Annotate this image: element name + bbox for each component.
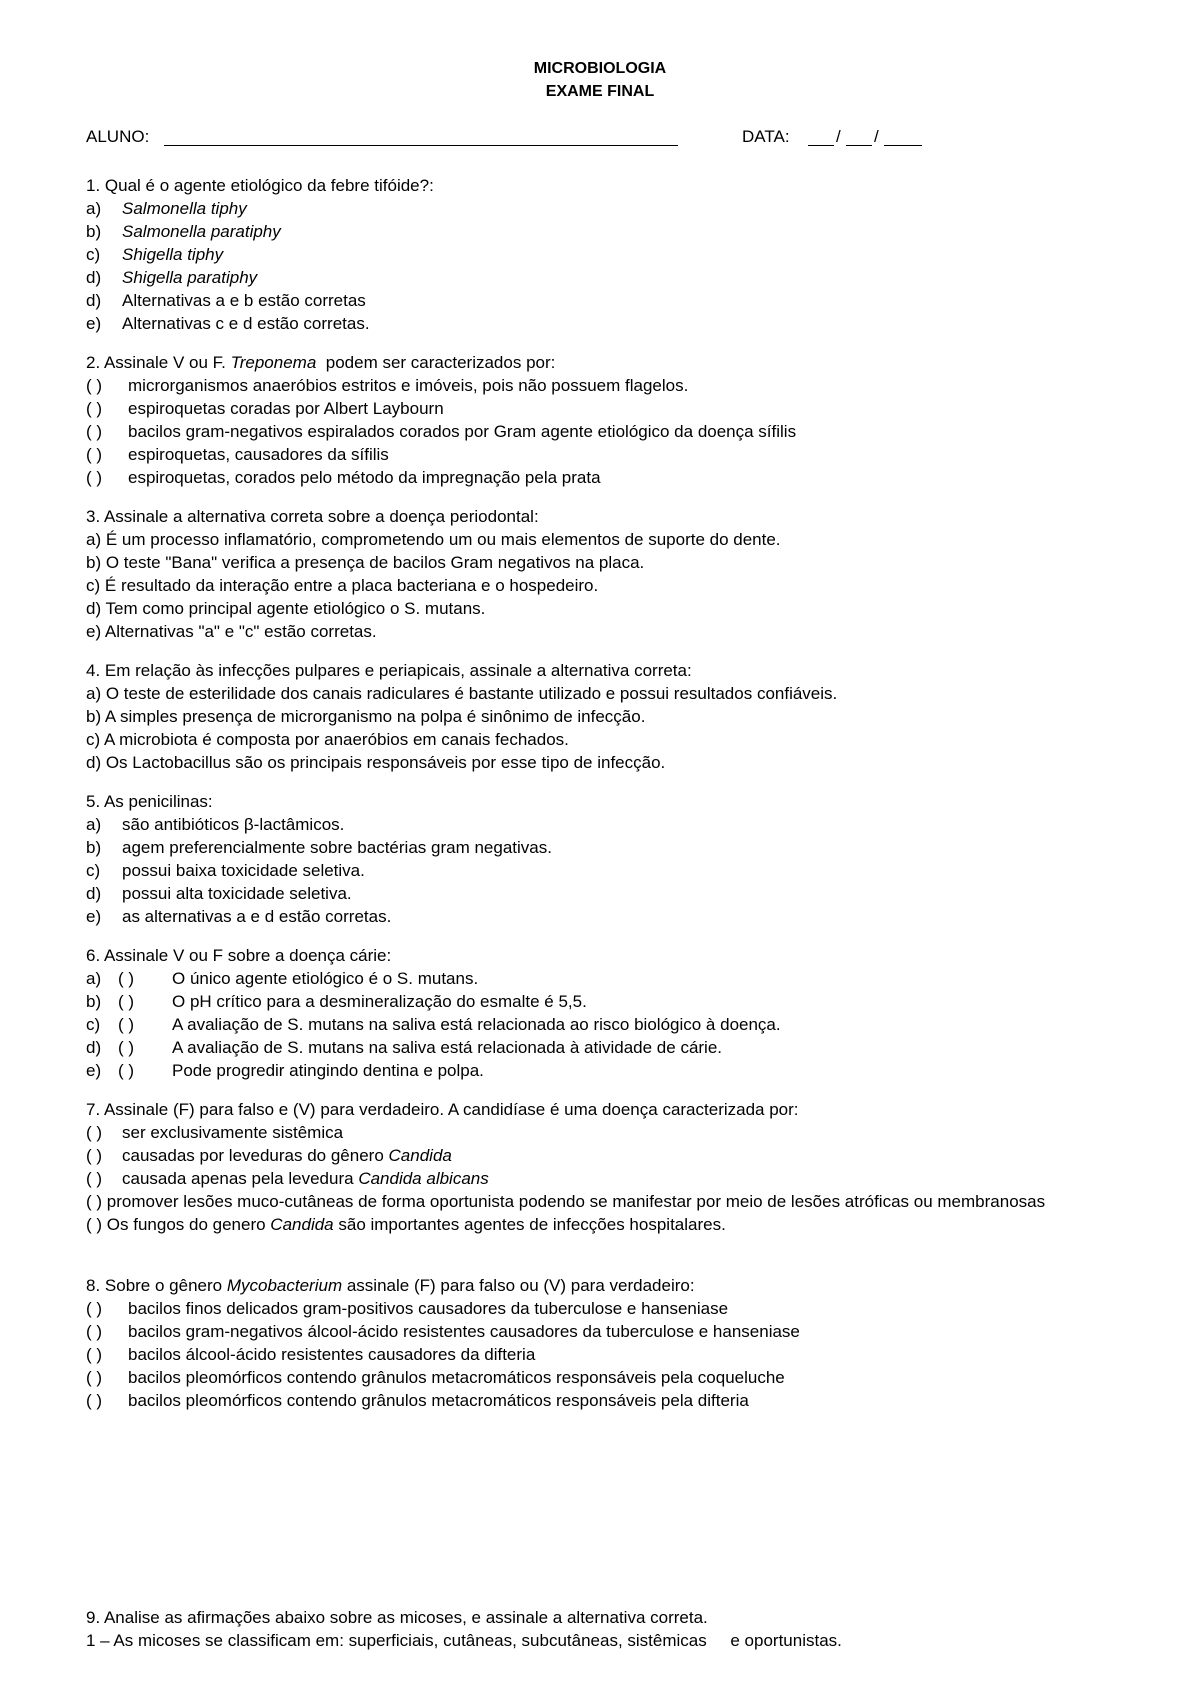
question-3-option: e) Alternativas "a" e "c" estão corretas.	[86, 622, 377, 641]
answer-box[interactable]: ( )	[118, 1061, 135, 1080]
question-1-option: c) Shigella tiphy	[86, 245, 224, 264]
answer-box[interactable]: ( )	[118, 992, 135, 1011]
question-6-option: b) ( ) O pH crítico para a desmineralização do esmalte é 5,5.	[86, 992, 587, 1011]
question-4-option: d) Os Lactobacillus são os principais responsáveis por esse tipo de infecção.	[86, 753, 666, 772]
question-2-item: ( ) espiroquetas, corados pelo método da impregnação pela prata	[86, 468, 601, 487]
student-name-line[interactable]	[164, 145, 678, 146]
question-8-item: ( ) bacilos álcool-ácido resistentes causadores da difteria	[86, 1345, 536, 1364]
question-6-option: c) ( ) A avaliação de S. mutans na saliva está relacionada ao risco biológico à doença.	[86, 1015, 781, 1034]
question-3-option: c) É resultado da interação entre a placa bacteriana e o hospedeiro.	[86, 576, 599, 595]
answer-box[interactable]: ( )	[86, 1146, 103, 1165]
date-year-line[interactable]	[884, 145, 922, 146]
question-6-option: e) ( ) Pode progredir atingindo dentina e polpa.	[86, 1061, 484, 1080]
question-2-item: ( ) microrganismos anaeróbios estritos e imóveis, pois não possuem flagelos.	[86, 376, 689, 395]
answer-box[interactable]: ( )	[86, 399, 103, 418]
student-header	[86, 125, 1126, 151]
question-8-item: ( ) bacilos pleomórficos contendo grânulos metacromáticos responsáveis pela coqueluche	[86, 1368, 785, 1387]
answer-box[interactable]: ( )	[118, 969, 135, 988]
date-label: DATA:	[742, 127, 790, 146]
question-1-stem: 1. Qual é o agente etiológico da febre tifóide?:	[86, 176, 434, 195]
question-8-item: ( ) bacilos finos delicados gram-positivos causadores da tuberculose e hanseniase	[86, 1299, 729, 1318]
question-5	[86, 790, 1146, 928]
question-3-stem: 3. Assinale a alternativa correta sobre a doença periodontal:	[86, 507, 539, 526]
answer-box[interactable]: ( )	[86, 1123, 103, 1142]
question-5-option: e) as alternativas a e d estão corretas.	[86, 907, 392, 926]
question-9-stem: 9. Analise as afirmações abaixo sobre as micoses, e assinale a alternativa correta.	[86, 1608, 708, 1627]
question-7-item: ( ) Os fungos do genero Candida são importantes agentes de infecções hospitalares.	[86, 1215, 726, 1234]
answer-box[interactable]: ( )	[86, 1192, 103, 1211]
answer-box[interactable]: ( )	[118, 1038, 135, 1057]
question-2	[86, 351, 1146, 489]
question-6-stem: 6. Assinale V ou F sobre a doença cárie:	[86, 946, 392, 965]
question-7-stem: 7. Assinale (F) para falso e (V) para verdadeiro. A candidíase é uma doença caracterizada por:	[86, 1100, 799, 1119]
question-4	[86, 659, 1146, 774]
exam-subtitle: EXAME FINAL	[545, 83, 655, 100]
question-8	[86, 1274, 1146, 1412]
date-day-line[interactable]	[808, 145, 834, 146]
question-6-option: a) ( ) O único agente etiológico é o S. mutans.	[86, 969, 479, 988]
question-8-item: ( ) bacilos pleomórficos contendo grânulos metacromáticos responsáveis pela difteria	[86, 1391, 749, 1410]
question-2-item: ( ) espiroquetas, causadores da sífilis	[86, 445, 389, 464]
question-5-option: d) possui alta toxicidade seletiva.	[86, 884, 352, 903]
question-7-item: ( ) causada apenas pela levedura Candida albicans	[86, 1169, 489, 1188]
question-6-option: d) ( ) A avaliação de S. mutans na saliva está relacionada à atividade de cárie.	[86, 1038, 723, 1057]
question-4-option: a) O teste de esterilidade dos canais radiculares é bastante utilizado e possui resultados confiáveis.	[86, 684, 838, 703]
question-8-stem: 8. Sobre o gênero Mycobacterium assinale (F) para falso ou (V) para verdadeiro:	[86, 1276, 695, 1295]
question-5-option: b) agem preferencialmente sobre bactérias gram negativas.	[86, 838, 552, 857]
question-2-stem: 2. Assinale V ou F. Treponema podem ser caracterizados por:	[86, 353, 556, 372]
question-7-item: ( ) promover lesões muco-cutâneas de forma oportunista podendo se manifestar por meio de lesões atróficas ou membranosas	[86, 1192, 1046, 1211]
answer-box[interactable]: ( )	[86, 376, 103, 395]
question-3-option: a) É um processo inflamatório, comprometendo um ou mais elementos de suporte do dente.	[86, 530, 781, 549]
question-8-item: ( ) bacilos gram-negativos álcool-ácido resistentes causadores da tuberculose e hanseniase	[86, 1322, 800, 1341]
date-separator: /	[874, 127, 879, 146]
answer-box[interactable]: ( )	[86, 445, 103, 464]
question-1	[86, 174, 1146, 335]
question-5-stem: 5. As penicilinas:	[86, 792, 213, 811]
question-1-option: b) Salmonella paratiphy	[86, 222, 281, 241]
question-3-option: b) O teste "Bana" verifica a presença de bacilos Gram negativos na placa.	[86, 553, 645, 572]
question-4-stem: 4. Em relação às infecções pulpares e periapicais, assinale a alternativa correta:	[86, 661, 692, 680]
answer-box[interactable]: ( )	[86, 1322, 103, 1341]
answer-box[interactable]: ( )	[86, 1368, 103, 1387]
question-1-option: d) Shigella paratiphy	[86, 268, 258, 287]
question-5-option: c) possui baixa toxicidade seletiva.	[86, 861, 365, 880]
question-2-item: ( ) espiroquetas coradas por Albert Laybourn	[86, 399, 444, 418]
answer-box[interactable]: ( )	[86, 468, 103, 487]
answer-box[interactable]: ( )	[86, 1391, 103, 1410]
question-6	[86, 944, 1146, 1082]
question-9-statement: 1 – As micoses se classificam em: superficiais, cutâneas, subcutâneas, sistêmicas e oportunistas.	[86, 1631, 842, 1650]
question-3	[86, 505, 1146, 643]
question-7	[86, 1098, 1146, 1236]
question-1-option: e) Alternativas c e d estão corretas.	[86, 314, 370, 333]
exam-title: MICROBIOLOGIA	[533, 60, 667, 77]
answer-box[interactable]: ( )	[86, 1345, 103, 1364]
answer-box[interactable]: ( )	[86, 1299, 103, 1318]
question-1-option: d) Alternativas a e b estão corretas	[86, 291, 366, 310]
date-separator: /	[836, 127, 841, 146]
question-7-item: ( ) causadas por leveduras do gênero Candida	[86, 1146, 452, 1165]
question-5-option: a) são antibióticos β-lactâmicos.	[86, 815, 345, 834]
answer-box[interactable]: ( )	[86, 422, 103, 441]
date-month-line[interactable]	[846, 145, 872, 146]
question-3-option: d) Tem como principal agente etiológico o S. mutans.	[86, 599, 486, 618]
question-7-item: ( ) ser exclusivamente sistêmica	[86, 1123, 344, 1142]
question-4-option: c) A microbiota é composta por anaeróbios em canais fechados.	[86, 730, 569, 749]
question-4-option: b) A simples presença de microrganismo na polpa é sinônimo de infecção.	[86, 707, 646, 726]
question-2-item: ( ) bacilos gram-negativos espiralados corados por Gram agente etiológico da doença sífilis	[86, 422, 797, 441]
student-label: ALUNO:	[86, 127, 150, 146]
answer-box[interactable]: ( )	[118, 1015, 135, 1034]
question-1-option: a) Salmonella tiphy	[86, 199, 247, 218]
answer-box[interactable]: ( )	[86, 1215, 103, 1234]
answer-box[interactable]: ( )	[86, 1169, 103, 1188]
question-9	[86, 1606, 1146, 1652]
